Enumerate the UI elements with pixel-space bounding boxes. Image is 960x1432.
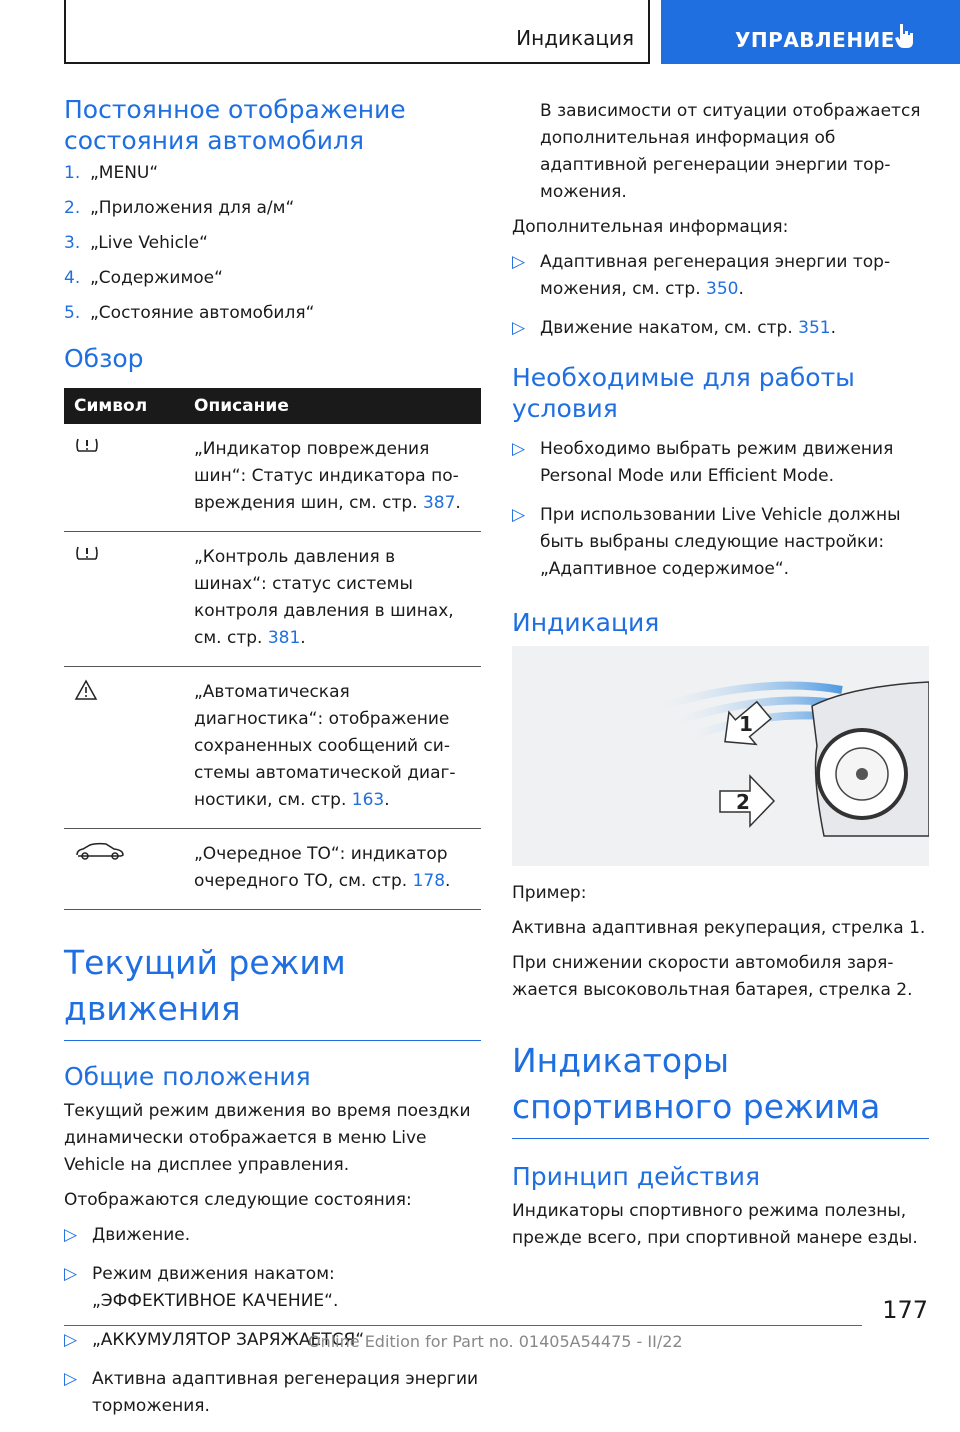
list-item: ▷ Режим движения накатом: „ЭФФЕКТИВНОЕ КАЧЕНИЕ“. [64,1261,481,1315]
list-item: ▷ При использовании Live Vehicle должны быть выбраны следующие настройки: „Адаптивное содержимое“. [512,502,929,583]
triangle-bullet-icon: ▷ [64,1369,78,1389]
arrow-2-label: 2 [736,790,750,814]
page-ref-link[interactable]: 351 [798,318,831,338]
page-ref-link[interactable]: 381 [267,628,301,648]
footer-divider [64,1325,862,1326]
col-description-header: Описание [184,388,481,424]
overview-heading: Обзор [64,344,144,373]
symbol-table [64,388,481,910]
extra-info-label: Дополнительная информация: [512,217,789,237]
status-heading: Постоянное отображение состояния автомобиля [64,95,406,155]
list-item: 1. „MENU“ [64,163,159,183]
car-service-icon [74,841,126,861]
triangle-bullet-icon: ▷ [512,318,526,338]
page-number: 177 [882,1296,928,1324]
arrow-1-label: 1 [739,712,753,736]
principle-paragraph: Индикаторы спортивного режима полезны, прежде всего, при спортивной манере езды. [512,1201,918,1248]
status-steps [64,162,481,325]
triangle-bullet-icon: ▷ [64,1330,78,1350]
triangle-bullet-icon: ▷ [64,1225,78,1245]
header-chapter-label: УПРАВЛЕНИЕ [735,28,895,52]
header-section-title: Индикация [516,26,634,50]
tire-pressure-icon [74,544,100,562]
extra-info-list [512,249,929,342]
display-heading: Индикация [512,608,660,637]
table-row: „Контроль давления в шинах“: статус системы контроля давления в шинах, см. стр. 381. [64,532,481,667]
example-paragraph-1: Активна адаптивная рекуперация, стрелка 1. [512,918,926,938]
list-item: ▷ Движение. [64,1222,481,1249]
table-row: „Очередное ТО“: индикатор очередного ТО, см. стр. 178. [64,829,481,910]
list-item: ▷ Активна адаптивная регенерация энергии торможения. [64,1366,481,1420]
list-item: 4. „Содержимое“ [64,268,223,288]
list-item: 3. „Live Vehicle“ [64,233,208,253]
principle-heading: Принцип действия [512,1162,761,1191]
requirements-heading: Необходимые для работы условия [512,363,855,423]
warning-triangle-icon [74,679,98,701]
hand-pointer-icon [893,22,917,50]
table-row: „Индикатор повреждения шин“: Статус индикатора повреждения шин, см. стр. 387. [64,424,481,532]
header-chapter-tab[interactable] [661,0,960,64]
triangle-bullet-icon: ▷ [512,252,526,272]
page-ref-link[interactable]: 178 [412,871,446,891]
list-item: ▷ Движение накатом, см. стр. 351. [512,315,929,342]
list-item: ▷ Адаптивная регенерация энергии торможения, см. стр. 350. [512,249,929,303]
car-regeneration-drawing [512,646,929,866]
example-label: Пример: [512,883,587,903]
footer-edition: Online Edition for Part no. 01405A54475 - II/22 [308,1332,683,1351]
left-column [64,94,481,1432]
list-item: 5. „Состояние автомобиля“ [64,303,315,323]
page-ref-link[interactable]: 387 [422,493,456,513]
list-item: 2. „Приложения для а/м“ [64,198,295,218]
states-list [64,1222,481,1420]
list-item: ▷ „АККУМУЛЯТОР ЗАРЯЖАЕТСЯ“ [64,1327,481,1354]
table-row: „Автоматическая диагностика“: отображение сохраненных сообщений системы автоматической диагностики, см. стр. 163. [64,667,481,829]
page-ref-link[interactable]: 350 [706,279,739,299]
mode-heading: Текущий режим движения [64,940,481,1041]
general-heading: Общие положения [64,1062,311,1091]
tire-warning-icon [74,436,100,454]
triangle-bullet-icon: ▷ [512,439,526,459]
sport-heading: Индикаторы спортивного режима [512,1038,929,1139]
list-item: ▷ Необходимо выбрать режим движения Personal Mode или Efficient Mode. [512,436,929,490]
requirements-list [512,436,929,583]
right-column [512,98,929,1260]
general-paragraph-2: Отображаются следующие состояния: [64,1190,412,1210]
col-symbol-header: Символ [64,388,184,424]
general-paragraph-1: Текущий режим движения во время поездки динамически отображается в меню Live Vehicle на дисплее управления. [64,1101,471,1175]
example-paragraph-2: При снижении скорости автомобиля заряжается высоковольтная батарея, стрелка 2. [512,953,913,1000]
triangle-bullet-icon: ▷ [512,505,526,525]
continuation-text: В зависимости от ситуации отображается дополнительная информация об адаптивной регенерации энергии торможения. [540,101,921,202]
page-ref-link[interactable]: 163 [351,790,385,810]
regeneration-illustration [512,646,929,866]
header-section-box [64,0,650,64]
triangle-bullet-icon: ▷ [64,1264,78,1284]
